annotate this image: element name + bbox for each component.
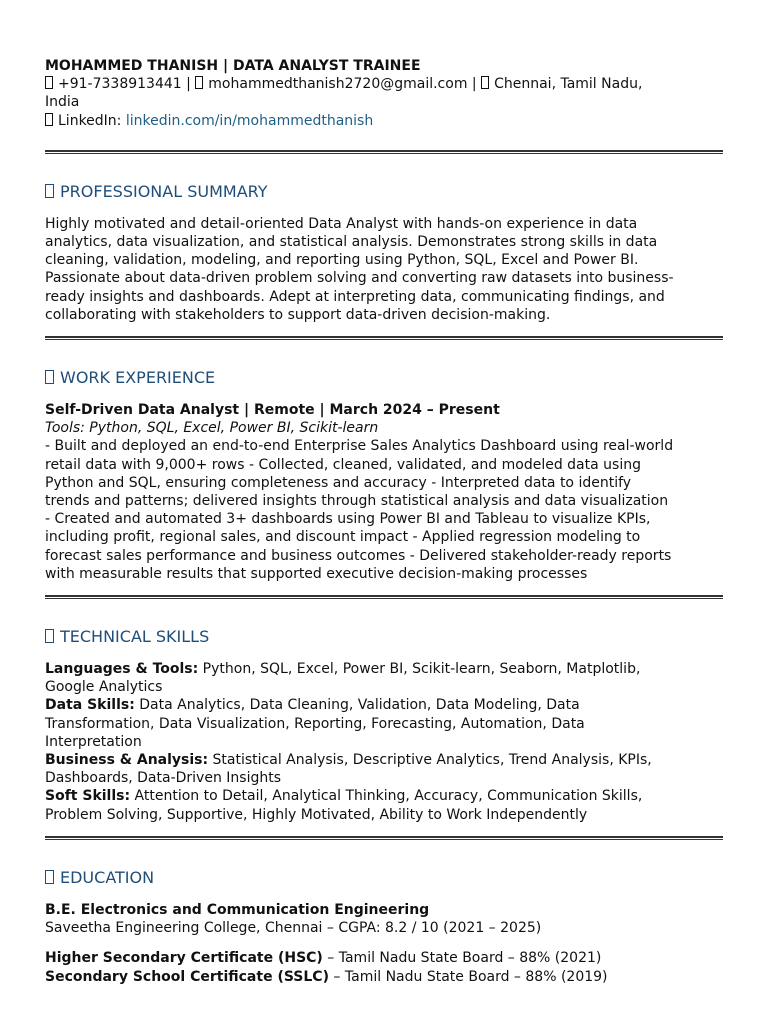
location-icon — [481, 76, 489, 89]
hsc-line: Higher Secondary Certificate (HSC) – Tamil Nadu State Board – 88% (2021) — [45, 950, 602, 967]
resume-header — [45, 57, 723, 130]
name-title: MOHAMMED THANISH | DATA ANALYST TRAINEE — [45, 58, 421, 74]
location-country: India — [45, 94, 80, 111]
linkedin-line — [45, 112, 723, 130]
divider — [45, 836, 723, 840]
job-title: Self-Driven Data Analyst | Remote | March 2024 – Present — [45, 402, 500, 419]
summary-icon — [45, 184, 54, 198]
skills-business: Business & Analysis: Statistical Analysis, Descriptive Analytics, Trend Analysis, KPIs, Dashboards, Data-Driven Insights — [45, 752, 652, 787]
summary-text: Highly motivated and detail-oriented Data Analyst with hands-on experience in data analytics, data visualization, and statistical analysis. Demonstrates strong skills in data cleaning, validation, modeling, and reporting using Python, SQL, Excel and Power BI. Passionate about data-driven problem solving and converting raw datasets into business- ready insights and dashboards. Adept at interpreting data, communicating findings, and collaborating with stakeholders to support data-driven decision-making. — [45, 215, 674, 323]
email-address[interactable]: mohammedthanish2720@gmail.com — [208, 76, 468, 93]
degree-title: B.E. Electronics and Communication Engineering — [45, 901, 430, 918]
section-title-work: WORK EXPERIENCE — [45, 368, 723, 388]
skills-soft: Soft Skills: Attention to Detail, Analytical Thinking, Accuracy, Communication Skills, Problem Solving, Supportive, Highly Motivated, Ability to Work Independently — [45, 788, 643, 823]
phone-number[interactable]: +91-7338913441 — [58, 76, 182, 93]
summary-section — [45, 182, 723, 324]
education-section — [45, 868, 723, 986]
location-text: Chennai, Tamil Nadu, — [494, 76, 643, 93]
sslc-line: Secondary School Certificate (SSLC) – Tamil Nadu State Board – 88% (2019) — [45, 968, 608, 985]
job-description: - Built and deployed an end-to-end Enterprise Sales Analytics Dashboard using real-world retail data with 9,000+ rows - Collected, cleaned, validated, and modeled data using Python and SQL, ensuring completeness and accuracy - Interpreted data to identify trends and patterns; delivered insights through statistical analysis and data visualization - Created and automated 3+ dashboards using Power BI and Tableau to visualize KPIs, including profit, regional sales, and discount impact - Applied regression modeling to forecast sales performance and business outcomes - Delivered stakeholder-ready reports with measurable results that supported executive decision-making processes — [45, 438, 674, 582]
skills-section — [45, 627, 723, 824]
work-section — [45, 368, 723, 583]
divider — [45, 595, 723, 599]
tools-icon — [45, 629, 54, 643]
linkedin-icon — [45, 113, 53, 126]
section-title-education: EDUCATION — [45, 868, 723, 888]
linkedin-link[interactable]: linkedin.com/in/mohammedthanish — [125, 112, 374, 129]
contact-line: +91-7338913441 | mohammedthanish2720@gmail.com | Chennai, Tamil Nadu, — [45, 75, 723, 93]
section-title-summary: PROFESSIONAL SUMMARY — [45, 182, 723, 202]
graduation-icon — [45, 870, 54, 884]
job-tools: Tools: Python, SQL, Excel, Power BI, Scikit-learn — [45, 420, 379, 437]
linkedin-label: LinkedIn: — [58, 112, 122, 129]
skills-data: Data Skills: Data Analytics, Data Cleaning, Validation, Data Modeling, Data Transformation, Data Visualization, Reporting, Forecasting, Automation, Data Interpretation — [45, 697, 585, 750]
section-title-skills: TECHNICAL SKILLS — [45, 627, 723, 647]
briefcase-icon — [45, 370, 54, 384]
college-detail: Saveetha Engineering College, Chennai – CGPA: 8.2 / 10 (2021 – 2025) — [45, 920, 542, 937]
divider — [45, 150, 723, 154]
skills-languages: Languages & Tools: Python, SQL, Excel, Power BI, Scikit-learn, Seaborn, Matplotlib, Google Analytics — [45, 661, 641, 696]
divider — [45, 336, 723, 340]
phone-icon — [45, 76, 53, 89]
email-icon — [195, 76, 203, 89]
